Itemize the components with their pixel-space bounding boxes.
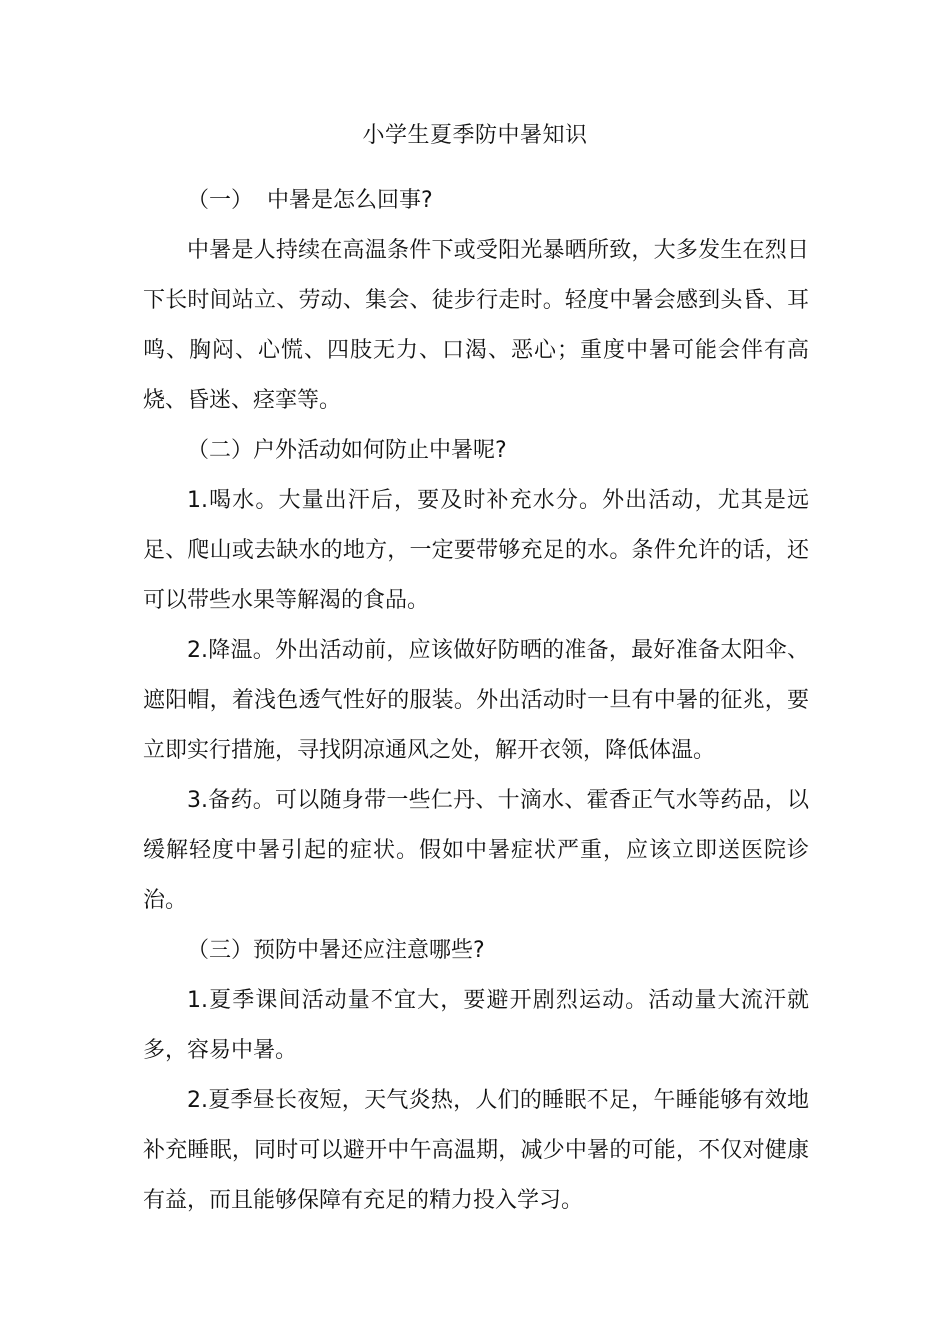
- paragraph-prepare-medicine: 3.备药。可以随身带一些仁丹、十滴水、霍香正气水等药品，以缓解轻度中暑引起的症状。假如中暑症状严重，应该立即送医院诊治。: [143, 788, 809, 913]
- section-heading-2: （二）户外活动如何防止中暑呢?: [187, 438, 507, 463]
- paragraph-limit-activity: 1.夏季课间活动量不宜大，要避开剧烈运动。活动量大流汗就多，容易中暑。: [143, 988, 809, 1063]
- section-heading-3: （三）预防中暑还应注意哪些?: [187, 938, 485, 963]
- paragraph-take-nap: 2.夏季昼长夜短，天气炎热，人们的睡眠不足，午睡能够有效地补充睡眠，同时可以避开中午高温期，减少中暑的可能，不仅对健康有益，而且能够保障有充足的精力投入学习。: [143, 1088, 809, 1213]
- document-body: [143, 176, 809, 1226]
- paragraph-heatstroke-definition: 中暑是人持续在高温条件下或受阳光暴晒所致，大多发生在烈日下长时间站立、劳动、集会、徒步行走时。轻度中暑会感到头昏、耳鸣、胸闷、心慌、四肢无力、口渴、恶心；重度中暑可能会伴有高烧、昏迷、痉挛等。: [143, 238, 809, 413]
- document-title: 小学生夏季防中暑知识: [362, 123, 588, 148]
- section-heading-1: （一） 中暑是怎么回事?: [187, 188, 433, 213]
- paragraph-drink-water: 1.喝水。大量出汗后，要及时补充水分。外出活动，尤其是远足、爬山或去缺水的地方，一定要带够充足的水。条件允许的话，还可以带些水果等解渴的食品。: [143, 488, 809, 613]
- paragraph-cool-down: 2.降温。外出活动前，应该做好防晒的准备，最好准备太阳伞、遮阳帽，着浅色透气性好的服装。外出活动时一旦有中暑的征兆，要立即实行措施，寻找阴凉通风之处，解开衣领，降低体温。: [143, 638, 809, 763]
